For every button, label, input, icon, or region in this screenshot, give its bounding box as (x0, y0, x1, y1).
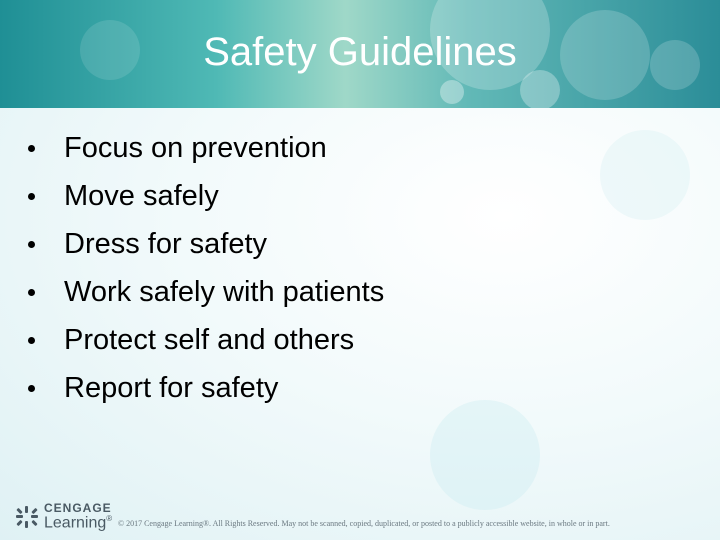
slide-title: Safety Guidelines (203, 30, 517, 74)
bullet-item (0, 124, 384, 172)
bokeh-circle (440, 80, 464, 104)
bullet-text: Protect self and others (64, 324, 355, 356)
bullet-item (0, 316, 384, 364)
bullet-text: Work safely with patients (64, 276, 385, 308)
logo-wordmark-top: CENGAGE (44, 501, 112, 515)
bullet-dot-icon (28, 385, 35, 392)
bullet-text: Focus on prevention (64, 132, 327, 164)
bullet-text: Dress for safety (64, 228, 268, 260)
cengage-mark-icon (14, 504, 40, 530)
bullet-dot-icon (28, 289, 35, 296)
bullet-text: Move safely (64, 180, 219, 212)
bullet-dot-icon (28, 145, 35, 152)
bullet-dot-icon (28, 193, 35, 200)
bullet-item (0, 220, 384, 268)
title-banner (0, 0, 720, 108)
bullet-text: Report for safety (64, 372, 279, 404)
bullet-dot-icon (28, 241, 35, 248)
cengage-logo (14, 500, 114, 534)
logo-wordmark-bottom: Learning® (44, 514, 113, 532)
copyright-notice: © 2017 Cengage Learning®. All Rights Reserved. May not be scanned, copied, duplicated, or posted to a publicly accessible website, in whole or in part. (118, 519, 610, 528)
background-circle (430, 400, 540, 510)
bullet-list (0, 124, 384, 412)
bullet-dot-icon (28, 337, 35, 344)
background-circle (600, 130, 690, 220)
bullet-item (0, 364, 384, 412)
bullet-item (0, 268, 384, 316)
bullet-item (0, 172, 384, 220)
